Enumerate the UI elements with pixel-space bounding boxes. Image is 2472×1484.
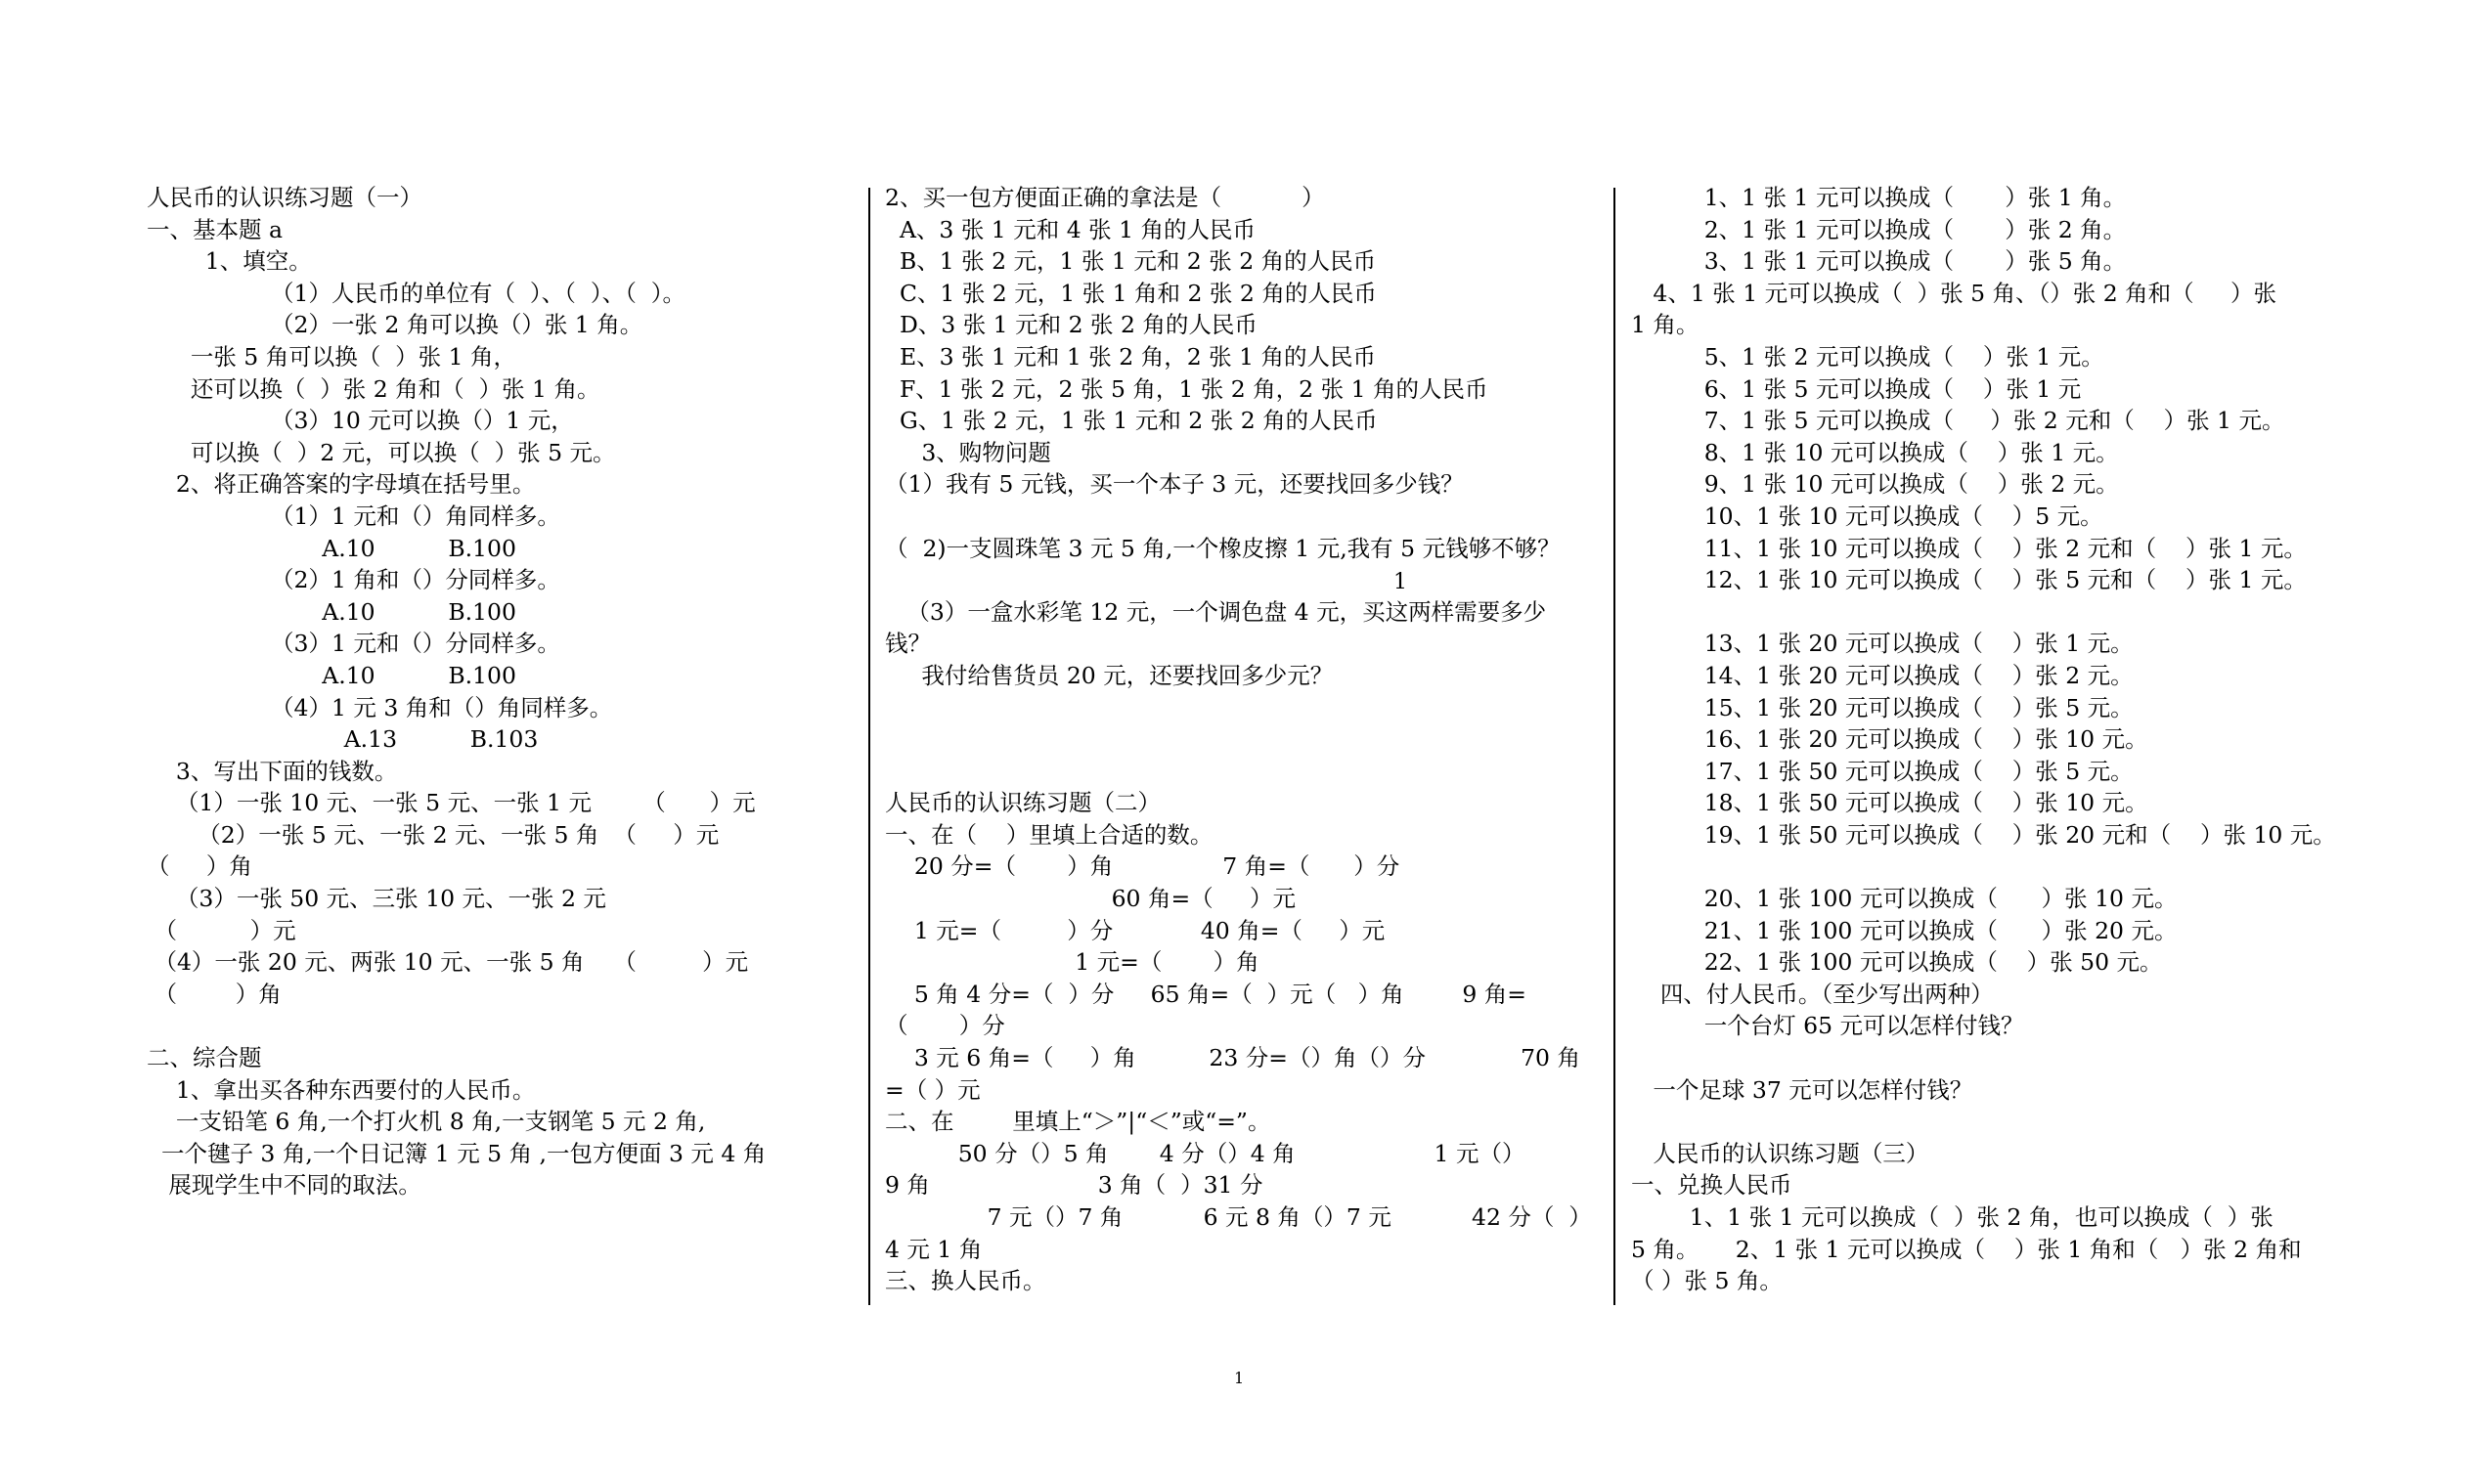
text-line: 二、在 里填上“＞”|“＜”或“=”。 — [885, 1108, 1271, 1136]
text-line — [1631, 596, 2374, 629]
text-line: 7、1 张 5 元可以换成（ ）张 2 元和（ ）张 1 元。 — [1631, 407, 2285, 435]
text-line — [1631, 1106, 2374, 1138]
text-line — [885, 756, 1609, 788]
text-line: 1 角。 — [1631, 311, 1700, 339]
text-line: 60 角=（ ）元 — [885, 885, 1296, 913]
text-line: 1、填空。 — [147, 247, 312, 276]
text-line: 我付给售货员 20 元，还要找回多少元？ — [885, 661, 1334, 689]
text-line: 展现学生中不同的取法。 — [147, 1171, 421, 1200]
text-line: 14、1 张 20 元可以换成（ ）张 2 元。 — [1631, 661, 2134, 689]
column-divider-1 — [868, 188, 870, 1305]
text-line: 11、1 张 10 元可以换成（ ）张 2 元和（ ）张 1 元。 — [1631, 534, 2307, 562]
text-line: 4 元 1 角 — [885, 1235, 983, 1263]
page-number: 1 — [1234, 1369, 1245, 1387]
text-line: （1）我有 5 元钱，买一个本子 3 元，还要找回多少钱？ — [885, 470, 1464, 499]
text-line: （1）1 元和（）角同样多。 — [147, 502, 560, 530]
text-line: F、1 张 2 元，2 张 5 角，1 张 2 角，2 张 1 角的人民币 — [885, 374, 1488, 403]
text-line: （3）一张 50 元、三张 10 元、一张 2 元 — [147, 885, 606, 913]
text-line: （3）1 元和（）分同样多。 — [147, 630, 560, 658]
text-line: 一、兑换人民币 — [1631, 1171, 1792, 1200]
text-line: （4）一张 20 元、两张 10 元、一张 5 角 （ ）元 — [147, 948, 749, 977]
text-line — [885, 692, 1609, 724]
text-line: 钱？ — [885, 630, 931, 658]
column-divider-2 — [1613, 188, 1615, 1305]
text-line: 2、将正确答案的字母填在括号里。 — [147, 470, 536, 499]
text-line: 3、1 张 1 元可以换成（ ）张 5 角。 — [1631, 247, 2127, 276]
text-line: 13、1 张 20 元可以换成（ ）张 1 元。 — [1631, 630, 2134, 658]
text-line: 18、1 张 50 元可以换成（ ）张 10 元。 — [1631, 789, 2148, 817]
text-line: A.10 B.100 — [147, 661, 516, 689]
text-line: 1、1 张 1 元可以换成（ ）张 2 角，也可以换成（ ）张 — [1631, 1203, 2273, 1231]
text-line: 9 角 3 角（ ）31 分 — [885, 1171, 1263, 1200]
text-line: 1、1 张 1 元可以换成（ ）张 1 角。 — [1631, 184, 2127, 211]
text-line: 一个足球 37 元可以怎样付钱？ — [1631, 1075, 1973, 1104]
text-line: A、3 张 1 元和 4 张 1 角的人民币 — [885, 215, 1257, 243]
text-line: 1 元=（ ）分 40 角=（ ）元 — [885, 916, 1386, 944]
text-line: 22、1 张 100 元可以换成（ ）张 50 元。 — [1631, 948, 2163, 977]
text-line: =（ ）元 — [885, 1075, 981, 1104]
text-line: 21、1 张 100 元可以换成（ ）张 20 元。 — [1631, 916, 2178, 944]
text-line: 一个毽子 3 角,一个日记簿 1 元 5 角 ,一包方便面 3 元 4 角 — [147, 1139, 767, 1167]
text-line: 一支铅笔 6 角,一个打火机 8 角,一支钢笔 5 元 2 角, — [147, 1108, 706, 1136]
column-1 — [147, 182, 870, 1201]
text-line: 6、1 张 5 元可以换成（ ）张 1 元 — [1631, 374, 2082, 403]
text-line: （4）1 元 3 角和（）角同样多。 — [147, 693, 613, 721]
text-line: 20 分=（ ）角 7 角=（ ）分 — [885, 852, 1400, 881]
text-line — [147, 1010, 870, 1042]
text-line: A.13 B.103 — [147, 725, 539, 754]
text-line: 还可以换（ ）张 2 角和（ ）张 1 角。 — [147, 374, 600, 403]
text-line: 4、1 张 1 元可以换成（ ）张 5 角、（）张 2 角和（ ）张 — [1631, 279, 2276, 307]
text-line — [885, 501, 1609, 533]
text-line: 19、1 张 50 元可以换成（ ）张 20 元和（ ）张 10 元。 — [1631, 820, 2336, 849]
stray-number: 1 — [1393, 570, 1407, 594]
text-line: （ ）张 5 角。 — [1631, 1267, 1783, 1295]
text-line: 10、1 张 10 元可以换成（ ）5 元。 — [1631, 502, 2103, 530]
text-line: A.10 B.100 — [147, 534, 516, 562]
text-line: 20、1 张 100 元可以换成（ ）张 10 元。 — [1631, 885, 2178, 913]
text-line: （2）一张 2 角可以换（）张 1 角。 — [147, 311, 643, 339]
text-line: （1）人民币的单位有（ ）、（ ）、（ ）。 — [147, 279, 686, 307]
text-line: （3）10 元可以换（）1 元， — [147, 407, 574, 435]
text-line: 2、买一包方便面正确的拿法是（ ） — [885, 184, 1325, 211]
text-line: E、3 张 1 元和 1 张 2 角，2 张 1 角的人民币 — [885, 342, 1377, 371]
text-line: 5 角。 2、1 张 1 元可以换成（ ）张 1 角和（ ）张 2 角和 — [1631, 1235, 2302, 1263]
text-line: 8、1 张 10 元可以换成（ ）张 1 元。 — [1631, 438, 2119, 466]
text-line: D、3 张 1 元和 2 张 2 角的人民币 — [885, 311, 1258, 339]
text-line: 3 元 6 角=（ ）角 23 分=（）角（）分 70 角 — [885, 1044, 1580, 1072]
text-line — [1631, 1042, 2374, 1074]
text-line: 1、拿出买各种东西要付的人民币。 — [147, 1075, 536, 1104]
text-line: （2）一张 5 元、一张 2 元、一张 5 角 （ ）元 — [147, 820, 720, 849]
text-line: 5、1 张 2 元可以换成（ ）张 1 元。 — [1631, 342, 2104, 371]
text-line: （3）一盒水彩笔 12 元，一个调色盘 4 元，买这两样需要多少 — [885, 597, 1547, 626]
text-line: （ ）元 — [147, 916, 296, 944]
text-line: G、1 张 2 元，1 张 1 元和 2 张 2 角的人民币 — [885, 407, 1378, 435]
text-line — [885, 564, 1609, 596]
text-line: 17、1 张 50 元可以换成（ ）张 5 元。 — [1631, 757, 2134, 785]
text-line: 三、换人民币。 — [885, 1267, 1046, 1295]
text-line — [1631, 851, 2374, 883]
text-line: C、1 张 2 元，1 张 1 角和 2 张 2 角的人民币 — [885, 279, 1377, 307]
text-line: 人民币的认识练习题（一） — [147, 184, 422, 211]
text-line: （ ）分 — [885, 1012, 1005, 1040]
text-line: 一个台灯 65 元可以怎样付钱？ — [1631, 1012, 2024, 1040]
text-line: 一张 5 角可以换（ ）张 1 角， — [147, 342, 517, 371]
text-line: B、1 张 2 元，1 张 1 元和 2 张 2 角的人民币 — [885, 247, 1377, 276]
text-line: 9、1 张 10 元可以换成（ ）张 2 元。 — [1631, 470, 2119, 499]
text-line: 一、在（ ）里填上合适的数。 — [885, 820, 1214, 849]
text-line — [885, 723, 1609, 756]
text-line: 二、综合题 — [147, 1044, 262, 1072]
text-line: （ ）角 — [147, 852, 252, 881]
text-line: （ 2)一支圆珠笔 3 元 5 角,一个橡皮擦 1 元,我有 5 元钱够不够？ — [885, 534, 1561, 562]
text-line: （ ）角 — [147, 980, 282, 1008]
text-line: 3、购物问题 — [885, 438, 1051, 466]
text-line: 人民币的认识练习题（二） — [885, 789, 1161, 817]
text-line: 可以换（ ）2 元，可以换（ ）张 5 元。 — [147, 438, 616, 466]
text-line: 人民币的认识练习题（三） — [1631, 1139, 1929, 1167]
column-2 — [885, 182, 1609, 1297]
text-line: 一、基本题 a — [147, 215, 283, 243]
text-line: （1）一张 10 元、一张 5 元、一张 1 元 （ ）元 — [147, 789, 756, 817]
text-line: 四、付人民币。（至少写出两种） — [1631, 980, 1994, 1008]
text-line: 16、1 张 20 元可以换成（ ）张 10 元。 — [1631, 725, 2148, 754]
text-line: 3、写出下面的钱数。 — [147, 757, 398, 785]
text-line: 5 角 4 分=（ ）分 65 角=（ ）元（ ）角 9 角= — [885, 980, 1526, 1008]
text-line: （2）1 角和（）分同样多。 — [147, 566, 560, 594]
column-3 — [1631, 182, 2374, 1297]
text-line: A.10 B.100 — [147, 597, 516, 626]
text-line: 7 元（）7 角 6 元 8 角（）7 元 42 分（ ） — [885, 1203, 1592, 1231]
text-line: 50 分（）5 角 4 分（）4 角 1 元（） — [885, 1139, 1525, 1167]
text-line: 2、1 张 1 元可以换成（ ）张 2 角。 — [1631, 215, 2127, 243]
text-line: 1 元=（ ）角 — [885, 948, 1259, 977]
text-line: 12、1 张 10 元可以换成（ ）张 5 元和（ ）张 1 元。 — [1631, 566, 2307, 594]
text-line: 15、1 张 20 元可以换成（ ）张 5 元。 — [1631, 693, 2134, 721]
